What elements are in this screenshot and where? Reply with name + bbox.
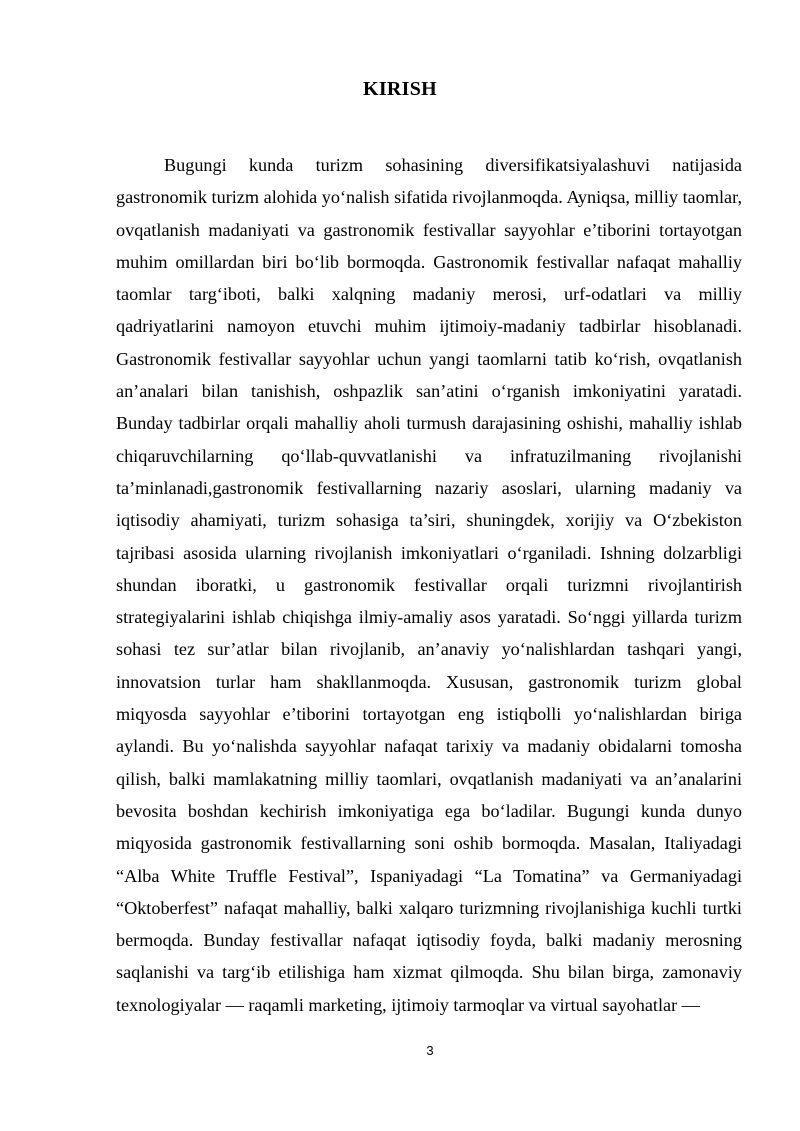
body-paragraph: Bugungi kunda turizm sohasining diversifikatsiyalashuvi natijasida gastronomik turizm alohida yo‘nalish sifatida rivojlanmoqda. Ayniqsa, milliy taomlar, ovqatlanish madaniyati va gastronomik festivallar sayyohlar e’tiborini tortayotgan muhim omillardan biri bo‘lib bormoqda. Gastronomik festivallar nafaqat mahalliy taomlar targ‘iboti, balki xalqning madaniy merosi, urf-odatlari va milliy qadriyatlarini namoyon etuvchi muhim ijtimoiy-madaniy tadbirlar hisoblanadi. Gastronomik festivallar sayyohlar uchun yangi taomlarni tatib ko‘rish, ovqatlanish an’analari bilan tanishish, oshpazlik san’atini o‘rganish imkoniyatini yaratadi. Bunday tadbirlar orqali mahalliy aholi turmush darajasining oshishi, mahalliy ishlab chiqaruvchilarning qo‘llab-quvvatlanishi va infratuzilmaning rivojlanishi ta’minlanadi,gastronomik festivallarning nazariy asoslari, ularning madaniy va iqtisodiy ahamiyati, turizm sohasiga ta’siri, shuningdek, xorijiy va O‘zbekiston tajribasi asosida ularning rivojlanish imkoniyatlari o‘rganiladi. Ishning dolzarbligi shundan iboratki, u gastronomik festivallar orqali turizmni rivojlantirish strategiyalarini ishlab chiqishga ilmiy-amaliy asos yaratadi. So‘nggi yillarda turizm sohasi tez sur’atlar bilan rivojlanib, an’anaviy yo‘nalishlardan tashqari yangi, innovatsion turlar ham shakllanmoqda. Xususan, gastronomik turizm global miqyosda sayyohlar e’tiborini tortayotgan eng istiqbolli yo‘nalishlardan biriga aylandi. Bu yo‘nalishda sayyohlar nafaqat tarixiy va madaniy obidalarni tomosha qilish, balki mamlakatning milliy taomlari, ovqatlanish madaniyati va an’analarini bevosita boshdan kechirish imkoniyatiga ega bo‘ladilar. Bugungi kunda dunyo miqyosida gastronomik festivallarning soni oshib bormoqda. Masalan, Italiyadagi “Alba White Truffle Festival”, Ispaniyadagi “La Tomatina” va Germaniyadagi “Oktoberfest” nafaqat mahalliy, balki xalqaro turizmning rivojlanishiga kuchli turtki bermoqda. Bunday festivallar nafaqat iqtisodiy foyda, balki madaniy merosning saqlanishi va targ‘ib etilishiga ham xizmat qilmoqda. Shu bilan birga, zamonaviy texnologiyalar — raqamli marketing, ijtimoiy tarmoqlar va virtual sayohatlar — xyxy=(116,155,742,1015)
page-number: 3 xyxy=(426,1043,434,1058)
body-text xyxy=(116,149,742,1021)
page-title: KIRISH xyxy=(362,78,438,100)
